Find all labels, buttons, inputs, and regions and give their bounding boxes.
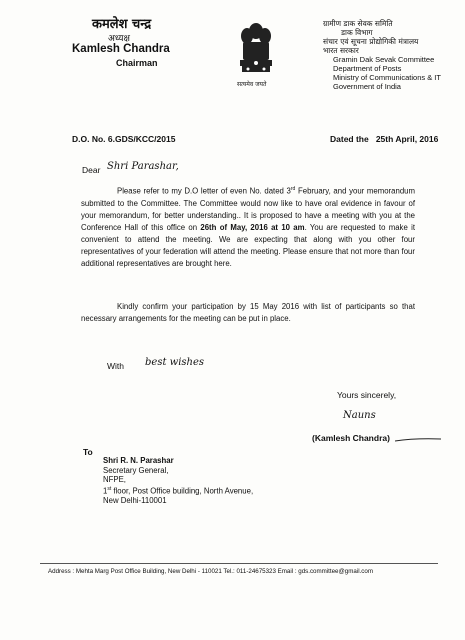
national-emblem-icon — [236, 20, 276, 80]
p1-superscript: rd — [290, 186, 296, 192]
p1-text-a: Please refer to my D.O letter of even No. dated 3 — [117, 186, 291, 196]
org-hi-line: संचार एवं सूचना प्रोद्योगिकी मंत्रालय — [323, 37, 419, 46]
org-en-line: Department of Posts — [333, 64, 402, 73]
chairman-name: Kamlesh Chandra — [72, 43, 170, 55]
org-en-line: Ministry of Communications & IT — [333, 73, 441, 82]
chairman-name-hindi: कमलेश चन्द्र — [92, 17, 152, 32]
signature-stroke — [395, 436, 443, 446]
reference-number: D.O. No. 6.GDS/KCC/2015 — [72, 134, 176, 144]
closing-with: With — [107, 361, 124, 371]
department-hindi — [323, 19, 463, 55]
floor-sup: st — [107, 485, 112, 492]
p2-text: Kindly confirm your participation by 15 May 2016 with list of participants so that necessary arrangements for the meeting can be put in place. — [81, 302, 415, 323]
yours-sincerely: Yours sincerely, — [337, 390, 397, 400]
floor-number: 1 — [103, 486, 108, 496]
addressee-line: NFPE, — [103, 475, 126, 484]
chairman-title-hindi: अध्यक्ष — [108, 34, 130, 44]
org-en-line: Government of India — [333, 82, 401, 91]
footer-divider — [40, 563, 438, 564]
footer-address: Address : Mehta Marg Post Office Building, New Delhi - 110021 Tel.: 011-24675323 Email : gds.committee@gmail.com — [48, 568, 373, 575]
date-value: 25th April, 2016 — [375, 134, 439, 144]
addressee-line — [103, 485, 253, 496]
body-paragraph-1 — [81, 183, 415, 270]
dated-label: Dated the — [330, 134, 369, 144]
org-en-line: Gramin Dak Sevak Committee — [333, 55, 435, 64]
meeting-datetime: 26th of May, 2016 at 10 am — [200, 222, 305, 232]
p1-text-b: February, and your memorandum submitted to the Committee. The Committee would now like to have oral evidence in favour of your memorandum, for better understanding.. It is proposed to have a meeting with you at the Conference Hall of this office on — [81, 186, 415, 232]
addressee-line: Secretary General, — [103, 465, 169, 475]
body-paragraph-2 — [81, 301, 415, 325]
signer-name: (Kamlesh Chandra) — [312, 433, 390, 443]
emblem-motto: सत्यमेव जयते — [237, 81, 267, 88]
org-hi-line: ग्रामीण डाक सेवक समिति — [323, 19, 393, 28]
handwritten-salutation: Shri Parashar, — [107, 161, 179, 172]
addressee-block — [103, 456, 253, 505]
p1-text-c: . You are requested to make it convenient to attend the meeting. We are expecting that along with you other four representatives of your federation will attend the meeting. Please ensure that not more than four additional representatives are brought here. — [81, 222, 415, 268]
org-hi-line: डाक विभाग — [341, 28, 373, 37]
signature: Nauns — [343, 410, 376, 421]
chairman-title: Chairman — [116, 58, 158, 68]
addressee-line: New Delhi-110001 — [103, 495, 167, 505]
addressee-name: Shri R. N. Parashar — [103, 456, 174, 465]
floor-rest: floor, Post Office building, North Avenue, — [111, 486, 254, 496]
to-label: To — [83, 447, 93, 457]
salutation: Dear — [82, 165, 101, 175]
org-hi-line: भारत सरकार — [323, 46, 359, 55]
department-english — [333, 55, 463, 91]
handwritten-closing: best wishes — [145, 357, 205, 368]
letter-date — [330, 134, 438, 144]
